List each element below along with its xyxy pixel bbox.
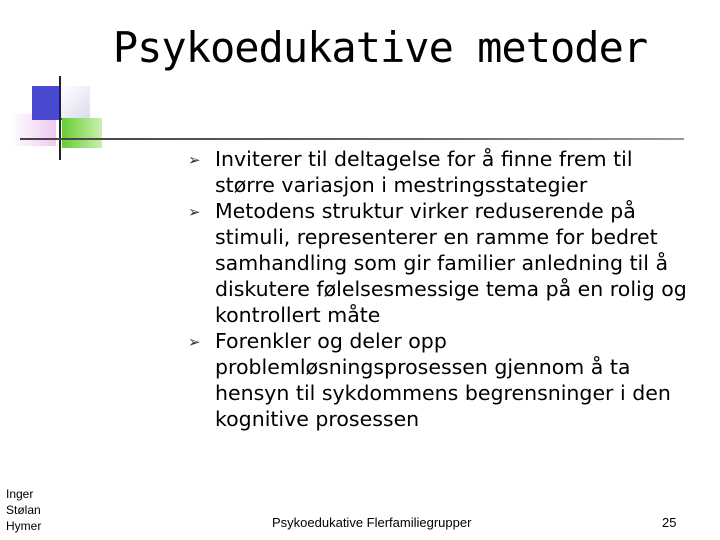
bullet-item	[188, 198, 698, 328]
title-divider-line	[20, 138, 684, 140]
bullet-list	[188, 146, 698, 432]
arrow-bullet-icon: ➢	[188, 151, 201, 169]
decorative-green-square	[62, 118, 102, 148]
slide-title: Psykoedukative metoder	[112, 23, 648, 72]
footer-text: Psykoedukative Flerfamiliegrupper	[272, 515, 472, 530]
bullet-item	[188, 146, 698, 198]
bullet-text: Forenkler og deler opp problemløsningsprosessen gjennom å ta hensyn til sykdommens begrensninger i den kognitive prosessen	[215, 329, 671, 431]
arrow-bullet-icon: ➢	[188, 203, 201, 221]
decorative-vertical-line	[59, 76, 61, 160]
bullet-text: Inviterer til deltagelse for å finne frem til større variasjon i mestringsstategier	[215, 147, 633, 197]
decorative-white-square	[60, 86, 90, 118]
page-number: 25	[662, 515, 677, 530]
arrow-bullet-icon: ➢	[188, 333, 201, 351]
author-name: Inger Stølan Hymer	[6, 487, 42, 533]
bullet-item	[188, 328, 698, 432]
bullet-text: Metodens struktur virker reduserende på stimuli, representerer en ramme for bedret samhandling som gir familier anledning til å diskutere følelsesmessige tema på en rolig og kontrollert måte	[215, 199, 687, 327]
